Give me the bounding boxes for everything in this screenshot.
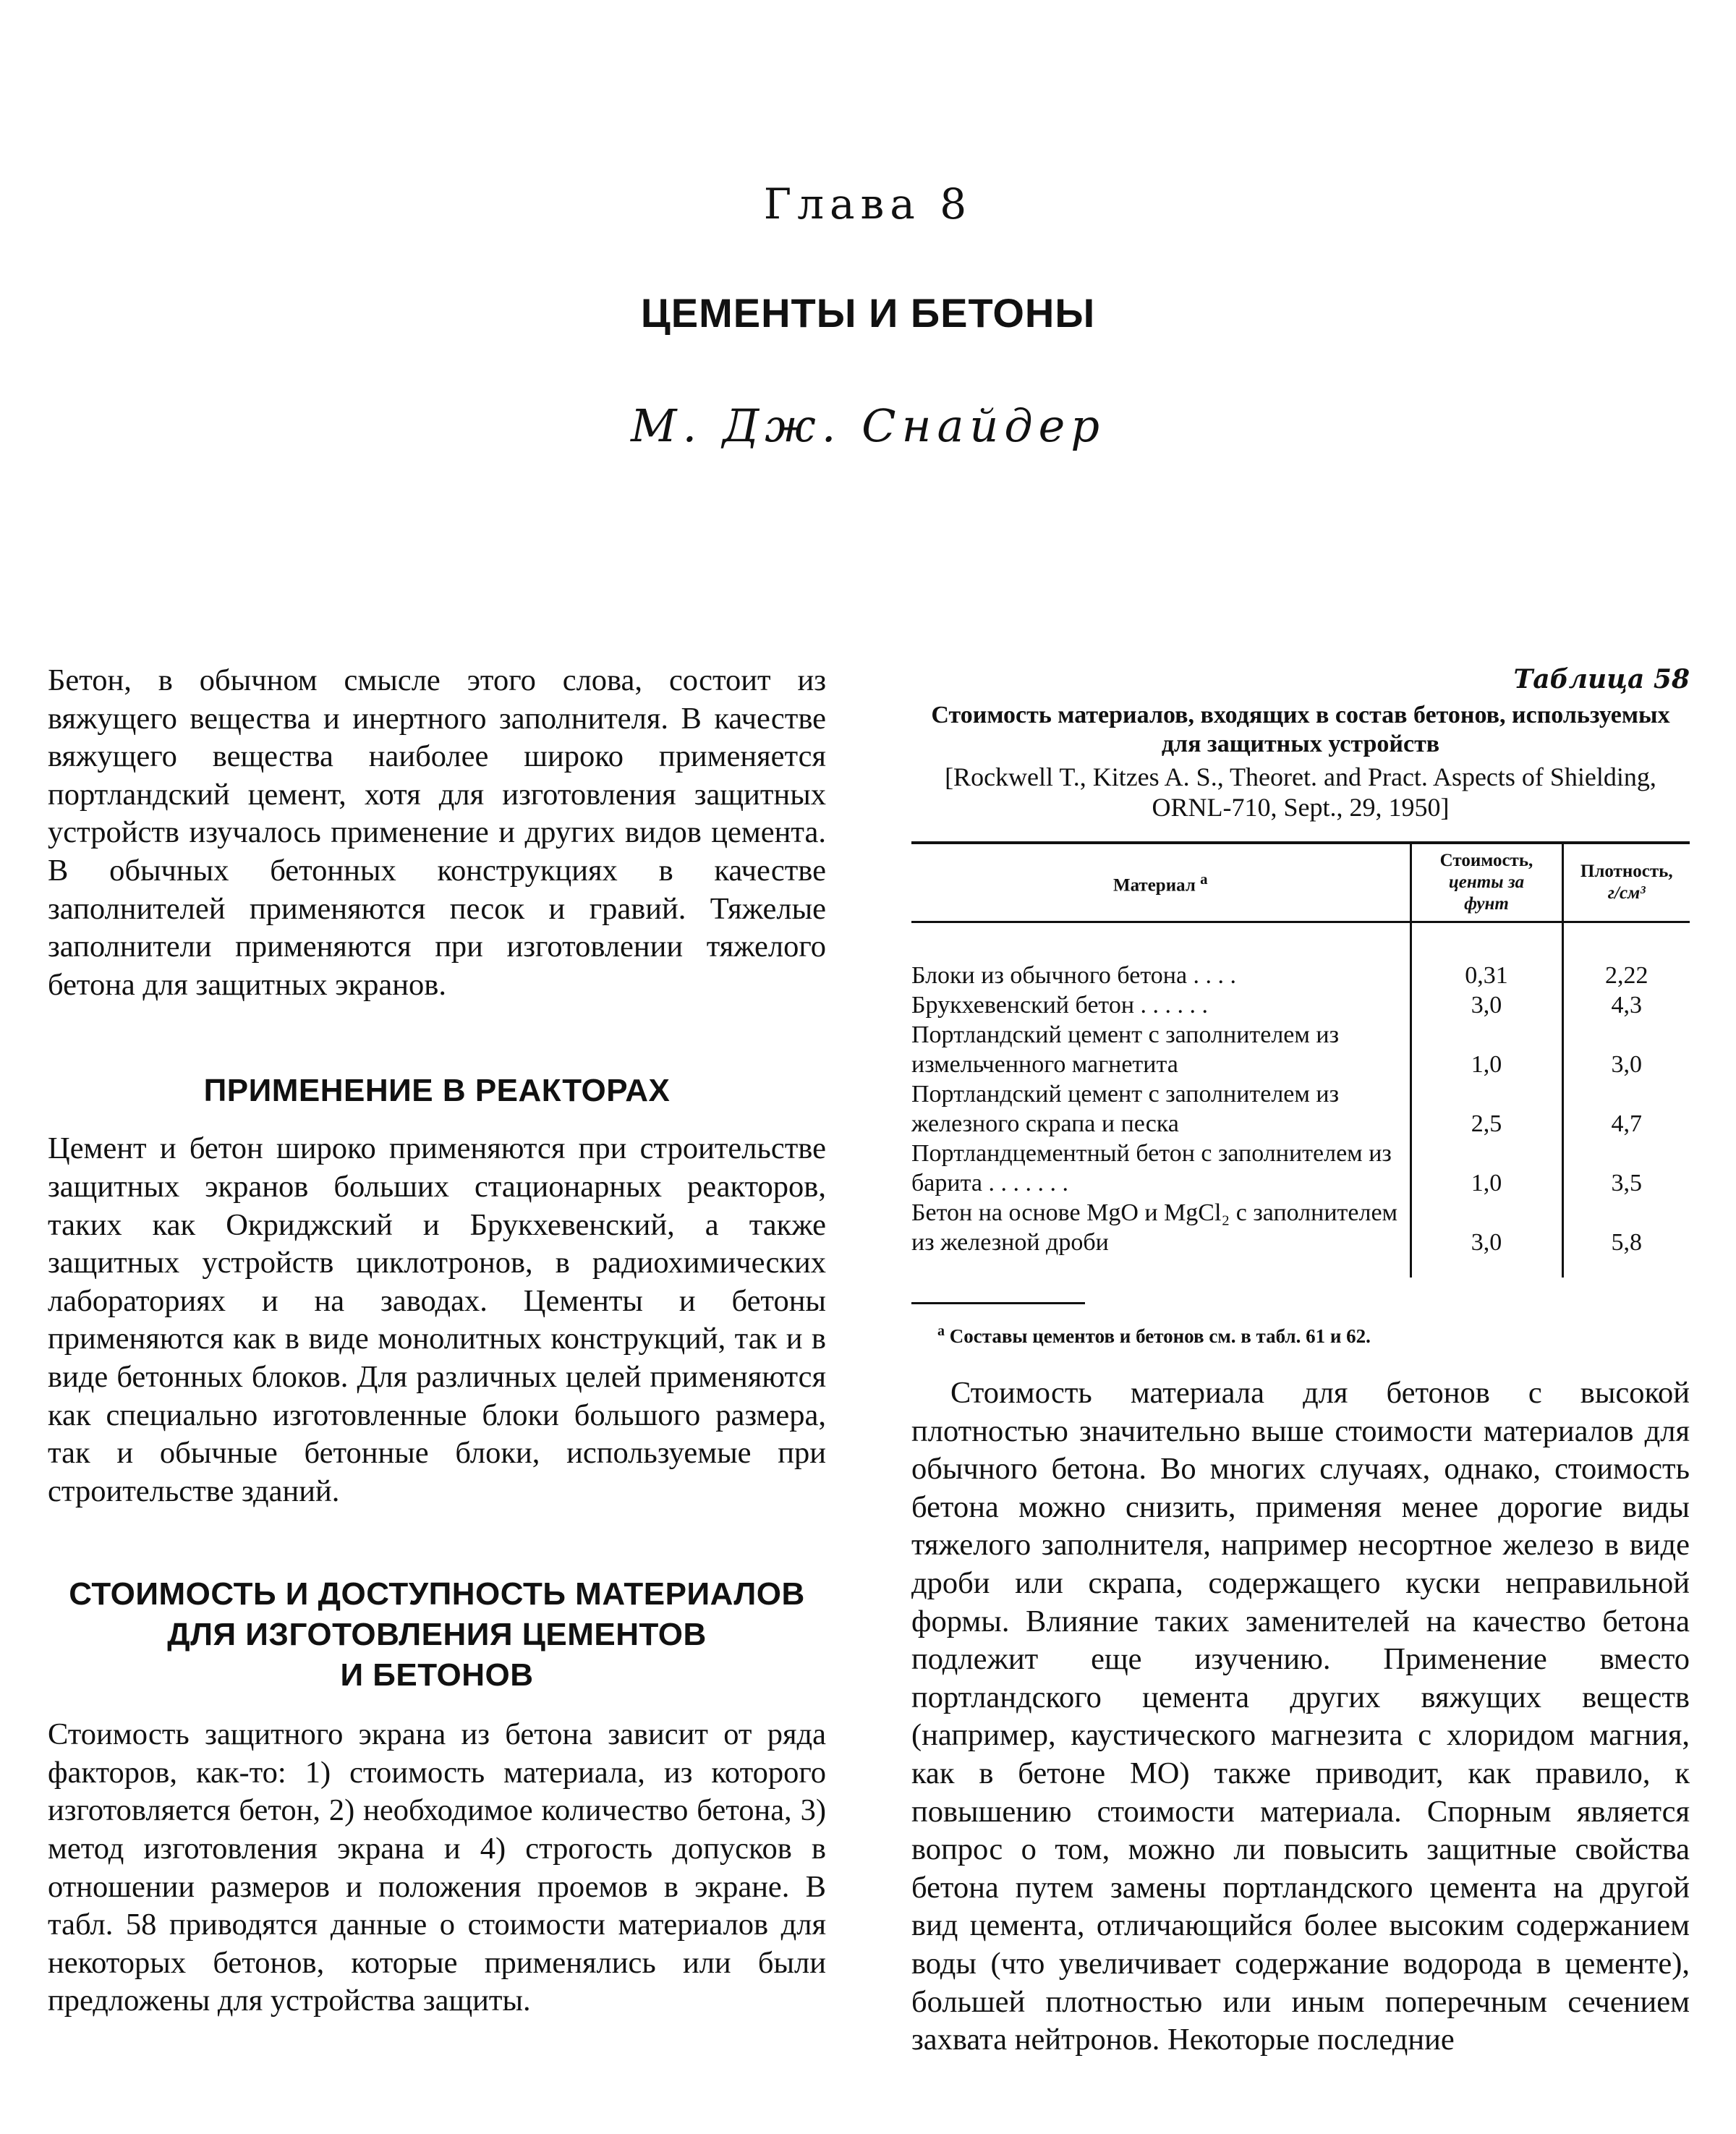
cell-material: Портландцементный бетон с заполнителем из барита . . . . . . . bbox=[911, 1140, 1392, 1196]
cell-material: Портландский цемент с заполнителем из измельченного магнетита bbox=[911, 1021, 1340, 1078]
section-heading-reactors: ПРИМЕНЕНИЕ В РЕАКТОРАХ bbox=[203, 1073, 671, 1109]
cell-cost: 3,0 bbox=[1410, 1198, 1562, 1278]
cell-material: Брукхевенский бетон . . . . . . bbox=[911, 992, 1209, 1019]
cell-density: 3,5 bbox=[1562, 1139, 1690, 1198]
table-row bbox=[911, 1020, 1690, 1079]
chapter-title: ЦЕМЕНТЫ И БЕТОНЫ bbox=[640, 290, 1096, 336]
right-column-paragraph: Стоимость материала для бетонов с высокой плотностью значительно выше стоимости материалов для обычного бетона. Во многих случаях, однако, стоимость бетона можно снизить, применяя менее дорогие виды тяжелого заполнителя, например несортное железо в виде дроби или скрапа, содержащего куски неправильной формы. Влияние таких заменителей на качество бетона подлежит еще изучению. Применение вместо портландского цемента других вяжущих веществ (например, каустического магнезита с хлоридом магния, как в бетоне МО) также приводит, как правило, к повышению стоимости материала. Спорным является вопрос о том, можно ли повысить защитные свойства бетона путем замены портландского цемента на другой вид цемента, отличающийся более высоким содержанием воды (что увеличивает содержание водорода в цементе), большей плотностью или иным поперечным сечением захвата нейтронов. Некоторые последние bbox=[911, 1376, 1690, 2057]
cell-cost: 2,5 bbox=[1410, 1079, 1562, 1139]
cost-paragraph: Стоимость защитного экрана из бетона зависит от ряда факторов, как-то: 1) стоимость материала, из которого изготовляется бетон, 2) необходимое количество бетона, 3) метод изготовления экрана и 4) строгость допусков в отношении размеров и положения проемов в экране. В табл. 58 приводятся данные о стоимости материалов для некоторых бетонов, которые применялись или были предложены для устройства защиты. bbox=[48, 1717, 826, 2018]
footnote-mark: а bbox=[937, 1323, 945, 1339]
cell-density: 2,22 bbox=[1562, 922, 1690, 991]
cell-material: Бетон на основе MgO и MgCl₂ с заполнителем из железной дроби bbox=[911, 1199, 1398, 1256]
section-heading-cost-line1: СТОИМОСТЬ И ДОСТУПНОСТЬ МАТЕРИАЛОВ bbox=[69, 1576, 805, 1612]
materials-cost-table bbox=[911, 841, 1690, 1278]
section-heading-cost-line3: И БЕТОНОВ bbox=[340, 1657, 534, 1693]
header-material-footnote-mark: а bbox=[1200, 870, 1208, 888]
header-cost: Стоимость, центы за фунт bbox=[1410, 843, 1562, 922]
cell-cost: 1,0 bbox=[1410, 1020, 1562, 1079]
left-column bbox=[48, 662, 826, 2020]
table-source: [Rockwell T., Kitzes A. S., Theoret. and Pract. Aspects of Shielding, ORNL-710, Sept., 29, 1950] bbox=[945, 762, 1656, 822]
cell-material: Портландский цемент с заполнителем из железного скрапа и песка bbox=[911, 1081, 1340, 1137]
table-header-row bbox=[911, 843, 1690, 922]
cell-density: 3,0 bbox=[1562, 1020, 1690, 1079]
right-column bbox=[911, 662, 1690, 2059]
intro-paragraph: Бетон, в обычном смысле этого слова, состоит из вяжущего вещества и инертного заполнителя. В качестве вяжущего вещества наиболее широко применяется портландский цемент, хотя для изготовления защитных устройств изучалось применение и других видов цемента. В обычных бетонных конструкциях в качестве заполнителей применяются песок и гравий. Тяжелые заполнители применяются при изготовлении тяжелого бетона для защитных экранов. bbox=[48, 663, 826, 1002]
table-row bbox=[911, 922, 1690, 991]
table-row bbox=[911, 1198, 1690, 1278]
cell-density: 4,3 bbox=[1562, 990, 1690, 1020]
header-material: Материал $^а$ bbox=[911, 843, 1410, 922]
footnote-rule bbox=[911, 1302, 1085, 1304]
cell-density: 4,7 bbox=[1562, 1079, 1690, 1139]
cell-density: 5,8 bbox=[1562, 1198, 1690, 1278]
footnote-text: Составы цементов и бетонов см. в табл. 61 и 62. bbox=[949, 1325, 1371, 1347]
table-row bbox=[911, 1139, 1690, 1198]
table-caption: Стоимость материалов, входящих в состав бетонов, используемых для защитных устройств bbox=[931, 702, 1670, 757]
table-row bbox=[911, 990, 1690, 1020]
chapter-author: М. Дж. Снайдер bbox=[630, 399, 1106, 452]
section-heading-cost bbox=[48, 1574, 826, 1696]
cell-cost: 1,0 bbox=[1410, 1139, 1562, 1198]
cell-cost: 3,0 bbox=[1410, 990, 1562, 1020]
cell-cost: 0,31 bbox=[1410, 922, 1562, 991]
cell-material: Блоки из обычного бетона . . . . bbox=[911, 962, 1237, 989]
header-density: Плотность, г/см³ bbox=[1562, 843, 1690, 922]
table-footnote bbox=[937, 1319, 1690, 1348]
section-heading-cost-line2: ДЛЯ ИЗГОТОВЛЕНИЯ ЦЕМЕНТОВ bbox=[167, 1617, 707, 1653]
reactors-paragraph: Цемент и бетон широко применяются при строительстве защитных экранов больших стационарных реакторов, таких как Окриджский и Брукхевенский, а также защитных устройств циклотронов, в радиохимических лабораториях и на заводах. Цементы и бетоны применяются как в виде монолитных конструкций, так и в виде бетонных блоков. Для различных целей применяются как специально изготовленные блоки большого размера, так и обычные бетонные блоки, используемые при строительстве зданий. bbox=[48, 1131, 826, 1508]
table-label: Таблица 58 bbox=[1513, 664, 1690, 694]
table-row bbox=[911, 1079, 1690, 1139]
chapter-number: Глава 8 bbox=[763, 179, 973, 229]
